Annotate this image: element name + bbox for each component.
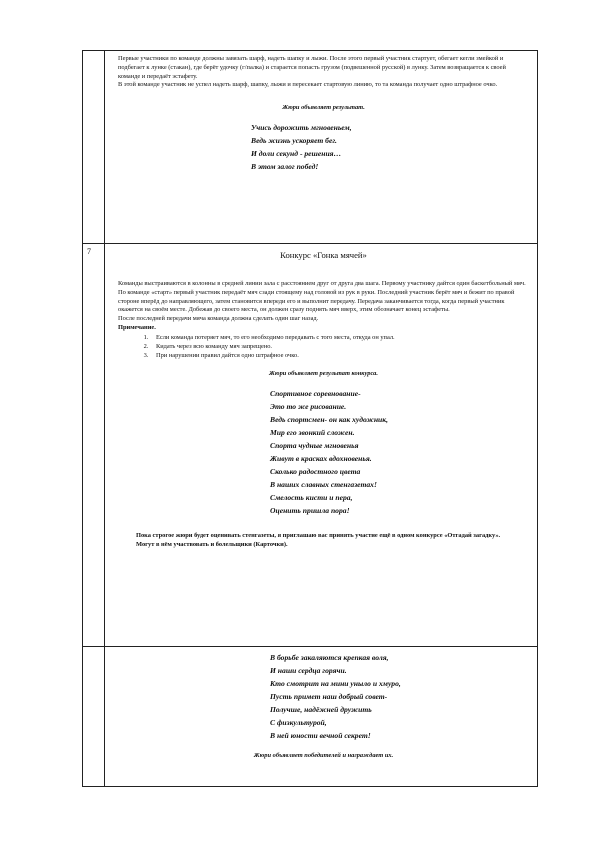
poem-line: Спорта чудные мгновенья: [270, 441, 359, 451]
jury-announcement: Жюри объявляет результат конкурса.: [269, 370, 378, 378]
note-title: Примечание.: [118, 323, 156, 331]
poem-line: Живут в красках вдохновенья.: [270, 454, 372, 464]
paragraph: Первые участники по команде должны завязать шарф, надеть шапку и лыжи. После этого первый участник стартует, обегает кегли змейкой и подбегает к лунке (стакан), где берёт удочку (г/палка) и старается попасть грузом (подвешенной русской) в лунку. Затем возвращается к своей команде и передаёт эстафету.: [118, 55, 506, 80]
jury-announcement: Жюри объявляет победителей и награждает их.: [253, 752, 394, 759]
list-item: 2. Кидать через всю команду мяч запрещено.: [150, 342, 529, 351]
list-item: 1. Если команда потеряет мяч, то его необходимо передавать с того места, откуда он упал.: [150, 333, 529, 342]
poem: [270, 651, 529, 742]
row-number-cell: [83, 647, 105, 787]
poem-line: Оценить пришла пора!: [270, 506, 350, 516]
closing-text: Пока строгое жюри будет оценивать стенгазеты, я приглашаю вас принять участие ещё в одном конкурсе «Отгадай загадку».: [136, 532, 501, 540]
row-content-cell: [105, 244, 538, 647]
poem-line: Ведь жизнь ускоряет бег.: [251, 136, 337, 146]
contest-title: Конкурс «Гонка мячей»: [280, 250, 367, 260]
table-row: [83, 647, 538, 787]
paragraph: Команды выстраиваются в колонны в средней линии зала с расстоянием друг от друга два шага. Первому участнику дайтся один баскетбольный мяч. По команде «старт» первый участник передаёт мяч сзади стоящему над головой из рук в руки. Последний участник берёт мяч и бежит по правой стороне вперёд до направляющего, затем становится впереди его и выполнит передачу. Передача заканчивается тогда, когда первый участник окажется на своём месте. Добежав до своего места, он должен сразу поднять мяч вверх, этим обозначает конец эстафеты.: [118, 280, 526, 314]
poem-line: Учись дорожить мгновеньем,: [251, 123, 352, 133]
list-item: 3. При нарушении правил дайтся одно штрафное очко.: [150, 351, 529, 360]
paragraph: В этой команде участник не успел надеть шарф, шапку, лыжи и пересекает стартовую линию, то та команда получает одно штрафное очко.: [118, 81, 498, 89]
poem-line: И доли секунд - решения…: [251, 149, 342, 159]
row-number-cell: [83, 244, 105, 647]
rules-list: [118, 333, 529, 361]
jury-announcement: Жюри объявляет результат.: [282, 104, 365, 112]
poem-line: Это то же рисование.: [270, 402, 347, 412]
poem-line: Спортивное соревнование-: [270, 389, 361, 399]
poem-line: Мир его звонкий сложен.: [270, 428, 355, 438]
poem: [251, 121, 529, 173]
poem-line: В наших славных стенгазетах!: [270, 480, 377, 490]
poem-line: И наши сердца горячи.: [270, 666, 347, 675]
poem-line: В этом залог побед!: [251, 162, 319, 172]
row-content-cell: [105, 51, 538, 244]
closing-text: Могут в нём участвовать и болельщики (Карточки).: [136, 541, 288, 549]
content-table: [82, 50, 538, 787]
poem-line: Получше, надёжней дружить: [270, 705, 372, 714]
poem-line: Пусть примет наш добрый совет-: [270, 692, 388, 701]
poem-line: Сколько радостного цвета: [270, 467, 361, 477]
table-row: [83, 244, 538, 647]
poem-line: Кто смотрит на мини уныло и хмуро,: [270, 679, 401, 688]
poem-line: С физкультурой,: [270, 718, 327, 727]
poem-line: Смелость кисти и пера,: [270, 493, 353, 503]
row-content-cell: [105, 647, 538, 787]
table-row: [83, 51, 538, 244]
paragraph: После последней передачи мяча команда должна сделать один шаг назад.: [118, 315, 319, 323]
row-number: 7: [87, 247, 91, 256]
poem-line: В борьбе закаляются крепкая воля,: [270, 653, 389, 662]
poem: [270, 387, 529, 517]
poem-line: Ведь спортсмен- он как художник,: [270, 415, 389, 425]
poem-line: В ней юности вечной секрет!: [270, 731, 371, 740]
row-number-cell: [83, 51, 105, 244]
